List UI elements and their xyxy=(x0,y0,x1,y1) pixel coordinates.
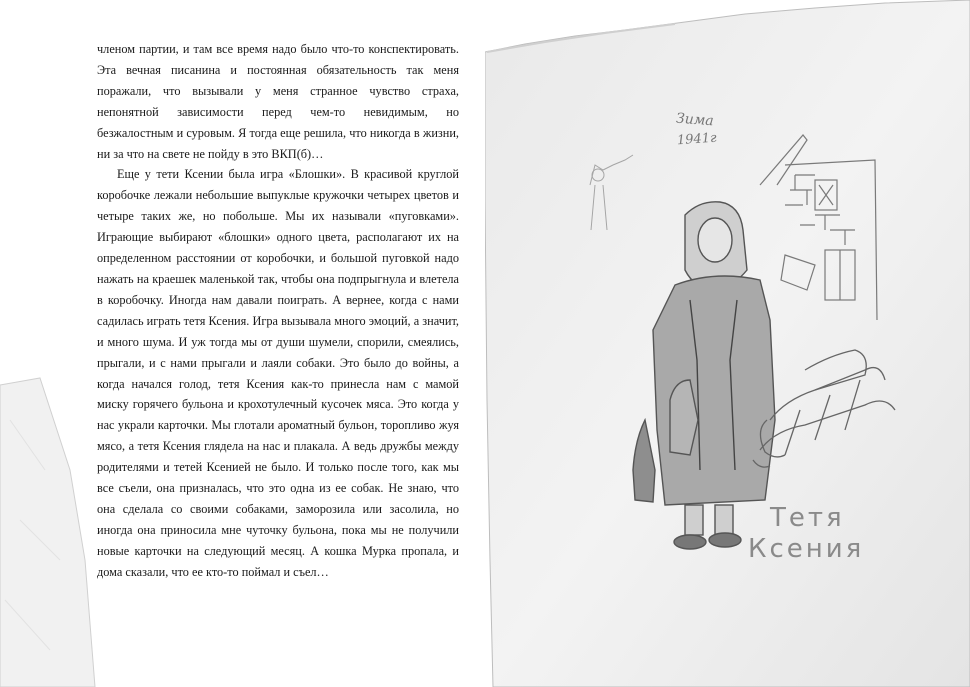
drawing-caption-line2: Ксения xyxy=(748,534,865,564)
drawing-date-line1: Зима xyxy=(675,110,715,130)
pencil-drawing-illustration xyxy=(485,0,970,687)
drawing-caption-line1: Тетя xyxy=(770,503,845,533)
drawing-date-line2: 1941г xyxy=(676,130,718,149)
body-text xyxy=(97,39,459,583)
paragraph-2: Еще у тети Ксении была игра «Блошки». В красивой круглой коробочке лежали небольшие выпуклые кружочки четырех цветов и четыре таких же, но побольше. Мы их называли «пуговками». Играющие выбирают «блошки» одного цвета, располагают их на определенном расстоянии от коробочки, и большой пуговкой надо нажать на краешек маленькой так, чтобы она подпрыгнула и влетела в коробочку. Иногда нам давали поиграть. А вернее, когда с нами садилась играть тетя Ксения. Игра вызывала много эмоций, а значит, и много шума. И уж тогда мы от души шумели, спорили, смеялись, прыгали, и с нами прыгали и лаяли собаки. Это было до войны, а когда начался голод, тетя Ксения как-то принесла нам с мамой миску горячего бульона и крохотулечный кусочек мяса. Это когда у нас украли карточки. Мы глотали ароматный бульон, торопливо жуя мясо, а тетя Ксения глядела на нас и плакала. А ведь дружбы между родителями и тетей Ксенией не было. И только после того, как мы все съели, она призналась, что это одна из ее собак. Не знаю, что она сделала со своими собаками, заморозила или засолила, но иногда она приносила мне чуточку бульона, пока мы не получили новые карточки на следующий месяц. А кошка Мурка пропала, и дома сказали, что ее кто-то поймал и съел… xyxy=(97,167,459,579)
paragraph-1: членом партии, и там все время надо было что-то конспектировать. Эта вечная писанина и постоянная обязательность так меня поражали, что вызывали у меня странное чувство страха, непонятной зависимости перед чем-то невидимым, но безжалостным и суровым. Я тогда еще решила, что никогда в жизни, ни за что на свете не пойду в это ВКП(б)… xyxy=(97,42,459,161)
right-page xyxy=(485,0,970,687)
